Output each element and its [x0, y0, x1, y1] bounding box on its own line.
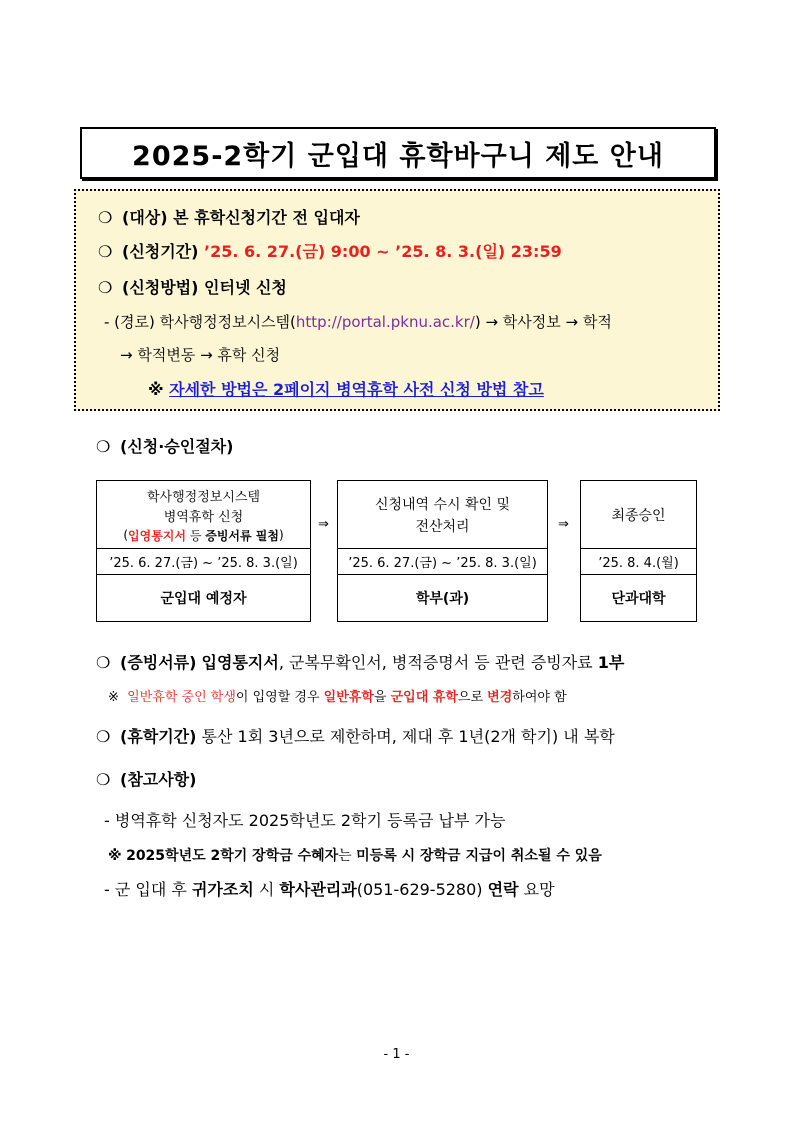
- documents-label: (증빙서류): [120, 653, 197, 672]
- leave-period-line: [96, 724, 615, 747]
- references-label: (참고사항): [120, 770, 197, 789]
- step1-open-paren: (: [123, 528, 129, 542]
- documents-note: [108, 686, 567, 705]
- ref3-bold-3: 연락: [487, 880, 519, 899]
- documents-count: 1부: [597, 653, 625, 672]
- references-heading: [96, 767, 196, 790]
- page-title: 2025-2학기 군입대 휴학바구니 제도 안내: [132, 140, 664, 172]
- portal-link[interactable]: http://portal.pknu.ac.kr/: [295, 313, 475, 331]
- step3-date: ’25. 8. 4.(월): [598, 555, 679, 571]
- procedure-step-1: [96, 480, 311, 622]
- circle-bullet-icon: ❍: [98, 242, 113, 261]
- note-text-4: 하여야 함: [512, 690, 567, 705]
- step2-line2: 전산처리: [415, 519, 470, 535]
- note-line: [148, 377, 544, 400]
- step2-line1: 신청내역 수시 확인 및: [374, 497, 511, 513]
- arrow-icon: ⇒: [318, 517, 329, 532]
- ref3-text-2: 시: [253, 880, 280, 899]
- step1-actor: 군입대 예정자: [160, 591, 247, 607]
- period-line: [98, 239, 562, 262]
- step2-date: ’25. 6. 27.(금) ~ ’25. 8. 3.(일): [348, 555, 537, 571]
- note-mark: ※: [108, 690, 119, 705]
- info-box: [74, 189, 720, 411]
- method-label: (신청방법): [122, 278, 199, 297]
- reference-item-1: - 병역휴학 신청자도 2025학년도 2학기 등록금 납부 가능: [104, 811, 506, 830]
- note-red-4: 변경: [487, 690, 513, 705]
- procedure-heading-text: (신청·승인절차): [120, 437, 234, 456]
- note-mark: ※: [108, 848, 122, 864]
- note-text-3: 으로: [457, 690, 488, 705]
- guide-reference-link[interactable]: 자세한 방법은 2페이지 병역휴학 사전 신청 방법 참고: [169, 380, 544, 399]
- target-line: [98, 205, 360, 228]
- step1-line1: 학사행정정보시스템: [146, 489, 261, 505]
- note-red-3: 군입대 휴학: [390, 690, 458, 705]
- ref3-text-3: (051-629-5280): [356, 880, 488, 899]
- documents-line: [96, 650, 624, 673]
- title-box: [80, 127, 716, 179]
- note-mark: ※: [148, 380, 164, 399]
- note-red-1: 일반휴학 중인 학생: [127, 690, 236, 705]
- procedure-step-2: [337, 480, 548, 622]
- ref2-bold-2: 미등록 시 장학금 지급이 취소될 수 있음: [356, 848, 602, 864]
- circle-bullet-icon: ❍: [98, 278, 113, 297]
- circle-bullet-icon: ❍: [96, 653, 111, 672]
- step1-date: ’25. 6. 27.(금) ~ ’25. 8. 3.(일): [109, 555, 298, 571]
- documents-bold-item: 입영통지서: [201, 653, 279, 672]
- leave-period-text: 통산 1회 3년으로 제한하며, 제대 후 1년(2개 학기) 내 복학: [201, 727, 615, 746]
- circle-bullet-icon: ❍: [96, 437, 111, 456]
- route-line-2: → 학적변동 → 휴학 신청: [120, 346, 281, 364]
- ref3-bold-1: 귀가조치: [191, 880, 254, 899]
- circle-bullet-icon: ❍: [96, 727, 111, 746]
- ref3-text-1: - 군 입대 후: [104, 880, 192, 899]
- period-label: (신청기간): [122, 242, 199, 261]
- step3-actor: 단과대학: [611, 591, 666, 607]
- method-text: 인터넷 신청: [204, 278, 287, 297]
- step2-actor: 학부(과): [415, 591, 470, 607]
- target-text: 본 휴학신청기간 전 입대자: [173, 208, 360, 227]
- arrow-icon: ⇒: [558, 517, 569, 532]
- procedure-heading: [96, 434, 233, 457]
- route-line: [104, 311, 612, 332]
- step3-line1: 최종승인: [611, 507, 666, 524]
- note-text-1: 이 입영할 경우: [235, 690, 324, 705]
- target-label: (대상): [122, 208, 168, 227]
- ref2-bold-1: 2025학년도 2학기 장학금 수혜자: [126, 848, 339, 864]
- reference-item-2: [108, 845, 602, 865]
- step1-notice-red: 입영통지서: [128, 528, 186, 543]
- step1-line3: [97, 525, 310, 545]
- route-prefix: - (경로) 학사행정정보시스템(: [104, 313, 296, 331]
- ref3-text-4: 요망: [518, 880, 555, 899]
- note-red-2: 일반휴학: [323, 690, 374, 705]
- circle-bullet-icon: ❍: [98, 208, 113, 227]
- step1-line2: 병역휴학 신청: [163, 509, 244, 525]
- page-number: - 1 -: [383, 1047, 410, 1062]
- leave-period-label: (휴학기간): [120, 727, 197, 746]
- method-line: [98, 275, 287, 298]
- ref3-bold-2: 학사관리과: [279, 880, 357, 899]
- route-suffix: ) → 학사정보 → 학적: [474, 313, 612, 331]
- ref2-text-1: 는: [338, 848, 357, 864]
- period-text: ’25. 6. 27.(금) 9:00 ~ ’25. 8. 3.(일) 23:59: [204, 242, 562, 261]
- step1-close-paren: ): [278, 528, 284, 542]
- procedure-step-3: [580, 480, 697, 622]
- step1-proof-bold: 증빙서류 필첨: [205, 528, 279, 543]
- note-text-2: 을: [373, 690, 391, 705]
- step1-mid: 등: [186, 528, 206, 543]
- documents-rest: , 군복무확인서, 병적증명서 등 관련 증빙자료: [278, 653, 593, 672]
- circle-bullet-icon: ❍: [96, 770, 111, 789]
- reference-item-3: [104, 877, 555, 900]
